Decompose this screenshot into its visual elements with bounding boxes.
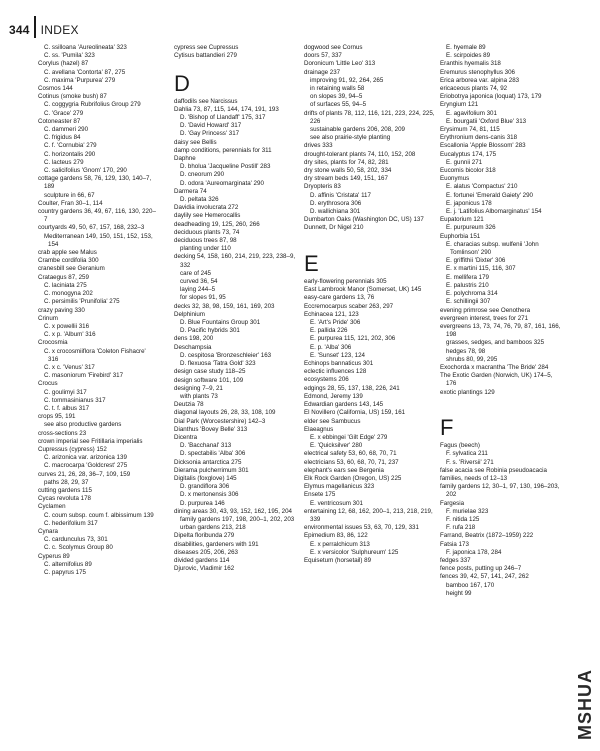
index-column-4 [440, 44, 562, 598]
index-entry: cross-sections 23 [38, 429, 87, 437]
index-entry: dining areas 30, 43, 93, 152, 162, 195, 204 [174, 507, 293, 515]
index-entry: Delphinium [174, 310, 205, 318]
index-subentry: height 99 [446, 589, 472, 597]
index-entry: Erythronium dens-canis 318 [440, 134, 518, 142]
index-entry: deadheading 19, 125, 260, 266 [174, 220, 260, 228]
index-subentry: C. goulimyi 317 [44, 388, 87, 396]
index-entry: damp conditions, perennials for 311 [174, 146, 272, 154]
index-subentry: D. erythrosora 306 [310, 199, 362, 207]
index-subentry: C. x c. 'Venus' 317 [44, 363, 95, 371]
index-entry: Fargesia [440, 499, 465, 507]
index-subentry: C. papyrus 175 [44, 569, 86, 576]
index-subentry: E. x perralchicum 313 [310, 540, 370, 548]
index-subentry: E. griffithii 'Dixter' 306 [446, 257, 506, 265]
index-subentry: D. flexuosa 'Tatra Gold' 323 [180, 360, 256, 368]
index-entry: Coulter, Fran 30–1, 114 [38, 199, 103, 207]
index-entry: drainage 237 [304, 68, 341, 76]
index-entry: Cosmos 144 [38, 85, 73, 93]
index-subentry: F. murielae 323 [446, 507, 489, 515]
index-entry: dry stream beds 149, 151, 167 [304, 175, 388, 183]
index-entry: Dunnett, Dr Nigel 210 [304, 224, 364, 232]
index-entry: Cotoneaster 87 [38, 117, 81, 125]
index-subentry: C. t. f. albus 317 [44, 404, 90, 412]
index-subentry: C. cardunculus 73, 301 [44, 536, 108, 544]
index-entry: The Exotic Garden (Norwich, UK) 174–5, 176 [440, 372, 553, 388]
index-subentry: sustainable gardens 206, 208, 209 [310, 126, 405, 134]
index-subentry: D. purpurea 146 [180, 499, 225, 507]
index-entry: deciduous trees 87, 98 [174, 237, 237, 245]
index-subentry: see also prairie-style planting [310, 134, 391, 142]
index-entry: dens 198, 200 [174, 335, 214, 343]
index-entry: Daphne [174, 155, 196, 163]
index-entry: Dierama pulcherrimum 301 [174, 466, 249, 474]
letter-heading: F [440, 415, 454, 441]
index-subentry: D. 'Bishop of Llandaff' 175, 317 [180, 114, 266, 121]
header-divider [34, 16, 36, 38]
index-subentry: F. sylvatica 211 [446, 450, 488, 458]
index-entry: families, needs of 12–13 [440, 474, 508, 482]
index-subentry: of surfaces 55, 94–5 [310, 101, 367, 109]
index-entry: electrical safety 53, 60, 68, 70, 71 [304, 450, 397, 458]
index-subentry: C. ssilloana 'Aureolineata' 323 [44, 44, 127, 51]
index-entry: Edmond, Jeremy 139 [304, 392, 363, 400]
index-subentry: C. arizonica var. arizonica 139 [44, 454, 127, 462]
index-subentry: E. x ebbingei 'Gilt Edge' 279 [310, 433, 388, 441]
index-entry: Cyperus 89 [38, 552, 70, 560]
index-entry: Corylus (hazel) 87 [38, 60, 89, 68]
index-subentry: care of 245 [180, 269, 211, 277]
index-subentry: E. palustris 210 [446, 281, 489, 289]
index-subentry: E. alatus 'Compactus' 210 [446, 183, 518, 191]
letter-heading: E [304, 251, 319, 277]
index-entry: crab apple see Malus [38, 249, 97, 257]
index-entry: fedges 337 [440, 556, 471, 564]
index-entry: Dumbarton Oaks (Washington DC, US) 137 [304, 216, 424, 224]
index-subentry: D. spectabilis 'Alba' 306 [180, 450, 246, 458]
index-entry: diseases 205, 206, 263 [174, 548, 238, 556]
index-subentry: F. japonica 178, 284 [446, 548, 502, 556]
index-subentry: C. ss. 'Pumila' 323 [44, 52, 95, 60]
index-subentry: D. odora 'Aureomarginata' 290 [180, 179, 264, 187]
index-column-2 [174, 44, 304, 573]
index-entry: Eriobotrya japonica (loquat) 173, 179 [440, 93, 542, 101]
index-subentry: C. lacteus 279 [44, 158, 84, 166]
index-entry: Eranthis hyemalis 318 [440, 60, 501, 68]
index-subentry: E. j. 'Latifolius Albomarginatus' 154 [446, 208, 542, 216]
index-entry: Fatsia 173 [440, 540, 469, 548]
index-entry: East Lambrook Manor (Somerset, UK) 145 [304, 286, 422, 294]
index-entry: Epimedium 83, 86, 122 [304, 532, 368, 540]
index-entry: Dianthus 'Bovey Belle' 313 [174, 425, 248, 433]
index-entry: dry stone walls 50, 58, 202, 334 [304, 167, 392, 175]
index-entry: exotic plantings 129 [440, 388, 495, 396]
index-entry: evening primrose see Oenothera [440, 306, 531, 314]
index-entry: design software 101, 109 [174, 376, 244, 384]
index-entry: eclectic influences 128 [304, 368, 367, 376]
index-subentry: D. 'Gay Princess' 317 [180, 130, 240, 138]
index-subentry: for slopes 91, 95 [180, 294, 226, 302]
index-entry: Dipelta floribunda 279 [174, 532, 235, 540]
index-subentry: D. peltata 326 [180, 196, 219, 204]
index-subentry: E. 'Quicksilver' 280 [310, 442, 363, 450]
index-entry: design case study 118–25 [174, 368, 246, 376]
index-subentry: F. rufa 218 [446, 524, 476, 532]
index-entry: Eccremocarpus scaber 263, 297 [304, 302, 394, 310]
index-entry: daffodils see Narcissus [174, 97, 238, 105]
index-entry: crops 95, 191 [38, 413, 76, 421]
index-entry: Davidia involucrata 272 [174, 204, 239, 212]
index-subentry: C. coggygria Rubrifolius Group 279 [44, 101, 141, 109]
index-entry: Cytisus battandieri 279 [174, 52, 237, 60]
index-entry: Cynara [38, 527, 58, 535]
spacer [304, 233, 436, 241]
index-entry: evergreens 13, 73, 74, 76, 79, 87, 161, 166, 198 [440, 322, 561, 339]
index-entry: designing 7–9, 21 [174, 384, 223, 392]
index-subentry: C. x crocosmiiflora 'Coleton Fishacre' 316 [44, 347, 146, 363]
index-subentry: on slopes 39, 94–5 [310, 93, 363, 101]
index-entry: fence posts, putting up 246–7 [440, 565, 522, 573]
index-subentry: C. coum subsp. coum f. albissimum 139 [44, 511, 154, 519]
index-entry: cranesbill see Geranium [38, 265, 105, 273]
index-entry: Dicentra [174, 433, 198, 441]
index-entry: environmental issues 53, 63, 70, 129, 331 [304, 524, 419, 532]
index-entry: decking 54, 158, 160, 214, 219, 223, 238–9, 332 [174, 253, 296, 269]
index-subentry: bamboo 167, 170 [446, 581, 495, 589]
index-entry: crazy paving 330 [38, 306, 85, 314]
index-subentry: D. cespitosa 'Bronzeschleier' 163 [180, 351, 272, 359]
index-entry: electricians 53, 60, 68, 70, 71, 237 [304, 458, 399, 466]
index-subentry: D. Blue Fountains Group 301 [180, 319, 261, 327]
index-subentry: E. x versicolor 'Sulphureum' 125 [310, 548, 399, 556]
index-subentry: family gardens 197, 198, 200–1, 202, 203 [180, 515, 295, 523]
index-entry: false acacia see Robinia pseudoacacia [440, 466, 547, 474]
index-entry: Cupressus (cypress) 152 [38, 445, 107, 453]
index-entry: Digitalis (foxglove) 145 [174, 474, 237, 482]
index-subentry: curved 36, 54 [180, 278, 218, 286]
index-entry: Crinum [38, 314, 58, 322]
index-entry: Eupatorium 121 [440, 216, 484, 224]
index-entry: ecosystems 206 [304, 376, 349, 384]
index-subentry: C. x p. 'Album' 316 [44, 331, 96, 339]
index-entry: Dial Park (Worcestershire) 142–3 [174, 417, 266, 425]
index-subentry: hedges 78, 98 [446, 347, 486, 355]
index-entry: drought-tolerant plants 74, 110, 152, 208 [304, 150, 416, 158]
index-subentry: F. s. 'Riversii' 271 [446, 458, 494, 466]
index-entry: cutting gardens 115 [38, 486, 92, 494]
index-entry: Elaeagnus [304, 425, 334, 433]
index-column-3 [304, 44, 436, 565]
page-number: 344 [9, 23, 30, 37]
index-entry: Doronicum 'Little Leo' 313 [304, 60, 376, 68]
spacer [440, 405, 562, 413]
index-entry: Fagus (beech) [440, 442, 480, 450]
index-entry: Darmera 74 [174, 187, 207, 195]
index-entry: Farrand, Beatrix (1872–1959) 222 [440, 532, 534, 540]
index-subentry: D. 'David Howard' 317 [180, 122, 242, 130]
index-entry: deciduous plants 73, 74 [174, 228, 240, 236]
index-subentry: C. frigidus 84 [44, 134, 81, 142]
index-entry: Euphorbia 151 [440, 232, 481, 240]
index-subentry: C. f. 'Cornubia' 279 [44, 142, 97, 150]
index-entry: Elk Rock Garden (Oregon, US) 225 [304, 474, 402, 482]
index-subentry: E. fortunei 'Emerald Gaiety' 290 [446, 191, 533, 199]
index-entry: dry sites, plants for 74, 82, 281 [304, 158, 389, 166]
index-subentry: E. ventricosum 301 [310, 499, 363, 507]
index-entry: Exochorda x macrantha 'The Bride' 284 [440, 363, 549, 371]
index-subentry: E. pallida 226 [310, 327, 348, 335]
index-subentry: in retaining walls 58 [310, 85, 365, 93]
index-entry: curves 21, 26, 28, 36–7, 109, 159 [38, 470, 131, 478]
index-entry: Echinops bannaticus 301 [304, 360, 374, 368]
index-subentry: C. c. Scolymus Group 80 [44, 544, 113, 552]
index-entry: Edwardian gardens 143, 145 [304, 401, 384, 409]
index-entry: evergreen interest, trees for 271 [440, 314, 529, 322]
index-subentry: E. bourgatii 'Oxford Blue' 313 [446, 117, 527, 125]
index-subentry: C. avellana 'Contorta' 87, 275 [44, 68, 126, 76]
index-subentry: shrubs 80, 99, 295 [446, 355, 498, 363]
index-entry: edgings 28, 55, 137, 138, 226, 241 [304, 384, 400, 392]
spacer [304, 241, 436, 249]
index-subentry: urban gardens 213, 218 [180, 524, 246, 532]
index-entry: Cyclamen [38, 503, 66, 511]
index-subentry: C. 'Grace' 279 [44, 109, 84, 117]
index-column-1 [38, 44, 156, 577]
letter-heading: D [174, 70, 190, 96]
index-subentry: C. tommasinianus 317 [44, 396, 106, 404]
index-subentry: see also productive gardens [44, 421, 122, 429]
index-entry: Ensete 175 [304, 491, 336, 499]
index-subentry: D. 'Bacchanal' 313 [180, 442, 232, 450]
page-title: INDEX [40, 23, 79, 37]
index-subentry: D. bholua 'Jacqueline Postill' 283 [180, 163, 271, 171]
index-entry: Crocus [38, 380, 58, 388]
index-entry: Dahlia 73, 87, 115, 144, 174, 191, 193 [174, 105, 279, 113]
index-entry: Crambe cordifolia 300 [38, 257, 99, 265]
index-entry: disabilities, gardeners with 191 [174, 540, 259, 548]
index-subentry: D. Pacific hybrids 301 [180, 327, 240, 335]
index-subentry: improving 91, 92, 264, 265 [310, 76, 384, 84]
index-entry: El Novillero (California, US) 159, 161 [304, 409, 406, 417]
index-subentry: D. cneorum 290 [180, 171, 225, 179]
spacer [440, 397, 562, 405]
index-subentry: with plants 73 [180, 392, 218, 400]
index-subentry: E. characias subsp. wulfenii 'John Tomlinson' 290 [446, 240, 539, 257]
index-subentry: C. dammeri 290 [44, 126, 89, 134]
index-entry: Crocosmia [38, 339, 68, 347]
index-subentry: C. alternifolius 89 [44, 560, 92, 568]
index-entry: cottage gardens 58, 76, 129, 130, 140–7, 189 [38, 175, 152, 191]
index-subentry: C. masoniorum 'Firebird' 317 [44, 372, 124, 380]
index-entry: Elymus magellanicus 323 [304, 483, 375, 491]
index-entry: Erica arborea var. alpina 283 [440, 76, 520, 84]
index-subentry: E. polychroma 314 [446, 290, 498, 298]
index-entry: elder see Sambucus [304, 417, 361, 425]
index-subentry: E. 'Art's Pride' 306 [310, 319, 361, 327]
index-entry: drives 333 [304, 142, 333, 150]
index-subentry: D. grandiflora 306 [180, 483, 230, 491]
index-entry: cypress see Cupressus [174, 44, 239, 51]
index-subentry: F. nitida 125 [446, 515, 480, 523]
index-entry: Eryngium 121 [440, 101, 479, 109]
index-subentry: C. macrocarpa 'Goldcrest' 275 [44, 462, 128, 470]
index-subentry: E. purpureum 326 [446, 224, 496, 232]
index-subentry: E. 'Sunset' 123, 124 [310, 351, 365, 359]
index-subentry: D. wallichiana 301 [310, 208, 361, 216]
index-subentry: E. schillingii 307 [446, 298, 491, 306]
index-entry: daylily see Hemerocallis [174, 212, 241, 220]
index-entry: early-flowering perennials 305 [304, 278, 387, 286]
index-entry: decks 32, 38, 98, 159, 161, 169, 203 [174, 302, 275, 310]
index-subentry: E. gunnii 271 [446, 158, 483, 166]
index-subentry: C. salicifolius 'Gnom' 170, 290 [44, 167, 127, 175]
index-entry: Deschampsia [174, 343, 212, 351]
index-entry: Erysimum 74, 81, 115 [440, 126, 500, 134]
index-subentry: Mediterranean 149, 150, 151, 152, 153, 154 [44, 232, 153, 248]
index-subentry: C. horizontalis 290 [44, 150, 96, 158]
index-subentry: E. p. 'Alba' 306 [310, 343, 352, 351]
index-entry: drifts of plants 78, 112, 116, 121, 223, 224, 225, 226 [304, 109, 435, 125]
index-subentry: C. x powellii 316 [44, 322, 90, 330]
index-subentry: C. persimilis 'Prunifolia' 275 [44, 298, 120, 306]
index-entry: Echinacea 121, 123 [304, 310, 359, 318]
index-subentry: laying 244–5 [180, 286, 216, 294]
index-entry: crown imperial see Fritillaria imperialis [38, 437, 143, 445]
index-entry: daisy see Bellis [174, 138, 217, 146]
index-entry: Dicksonia antarctica 275 [174, 458, 242, 466]
index-entry: elephant's ears see Bergenia [304, 466, 384, 474]
index-entry: Equisetum (horsetail) 89 [304, 556, 372, 564]
index-subentry: paths 28, 29, 37 [44, 478, 89, 486]
index-subentry: grasses, sedges, and bamboos 325 [446, 339, 545, 347]
index-entry: easy-care gardens 13, 76 [304, 294, 375, 302]
index-subentry: C. maxima 'Purpurea' 279 [44, 76, 116, 84]
index-entry: ericaceous plants 74, 92 [440, 85, 508, 93]
index-subentry: C. hederifolium 317 [44, 519, 98, 527]
index-subentry: D. affinis 'Cristata' 117 [310, 191, 371, 199]
index-entry: Crataegus 87, 259 [38, 273, 89, 281]
index-entry: Cotinus (smoke bush) 87 [38, 93, 107, 101]
index-entry: family gardens 12, 30–1, 97, 130, 196–203, 202 [440, 483, 560, 499]
index-entry: Eremurus stenophyllus 306 [440, 68, 515, 76]
index-entry: doors 57, 337 [304, 52, 342, 60]
index-subentry: E. japonicus 178 [446, 199, 492, 207]
index-entry: diagonal layouts 26, 28, 33, 108, 109 [174, 409, 276, 417]
index-entry: Dryopteris 83 [304, 183, 341, 191]
index-subentry: E. agavifolium 301 [446, 109, 497, 117]
index-subentry: sculpture in 66, 67 [44, 191, 95, 199]
index-entry: Escallonia 'Apple Blossom' 283 [440, 142, 526, 150]
index-entry: Cycas revoluta 178 [38, 495, 91, 503]
index-entry: Djurovic, Vladimir 162 [174, 565, 235, 573]
index-entry: divided gardens 114 [174, 556, 230, 564]
index-subentry: E. purpurea 115, 121, 202, 306 [310, 335, 396, 343]
index-subentry: E. hyemale 89 [446, 44, 486, 51]
spacer [174, 60, 304, 68]
index-entry: Euonymus [440, 175, 470, 183]
index-entry: Eucomis bicolor 318 [440, 167, 496, 175]
index-entry: country gardens 36, 49, 67, 116, 130, 220–7 [38, 208, 156, 224]
index-entry: Deutzia 78 [174, 401, 204, 409]
index-entry: courtyards 49, 50, 67, 157, 168, 232–3 [38, 224, 145, 232]
index-entry: fences 39, 42, 57, 141, 247, 262 [440, 573, 529, 581]
index-entry: Eucalyptus 174, 175 [440, 150, 497, 158]
index-subentry: C. laciniata 275 [44, 281, 87, 289]
index-entry: entertaining 12, 68, 162, 200–1, 213, 218, 219, 339 [304, 507, 433, 523]
index-subentry: E. x martini 115, 116, 307 [446, 265, 516, 273]
page-header [9, 22, 79, 38]
index-entry: dogwood see Cornus [304, 44, 363, 51]
index-subentry: E. scirpoides 89 [446, 52, 491, 60]
index-subentry: E. mellifera 179 [446, 273, 489, 281]
index-subentry: planting under 110 [180, 245, 231, 253]
watermark-text: MSHUA [575, 669, 595, 740]
index-subentry: C. monogyna 202 [44, 290, 93, 298]
index-subentry: D. x mertonensis 306 [180, 491, 239, 499]
